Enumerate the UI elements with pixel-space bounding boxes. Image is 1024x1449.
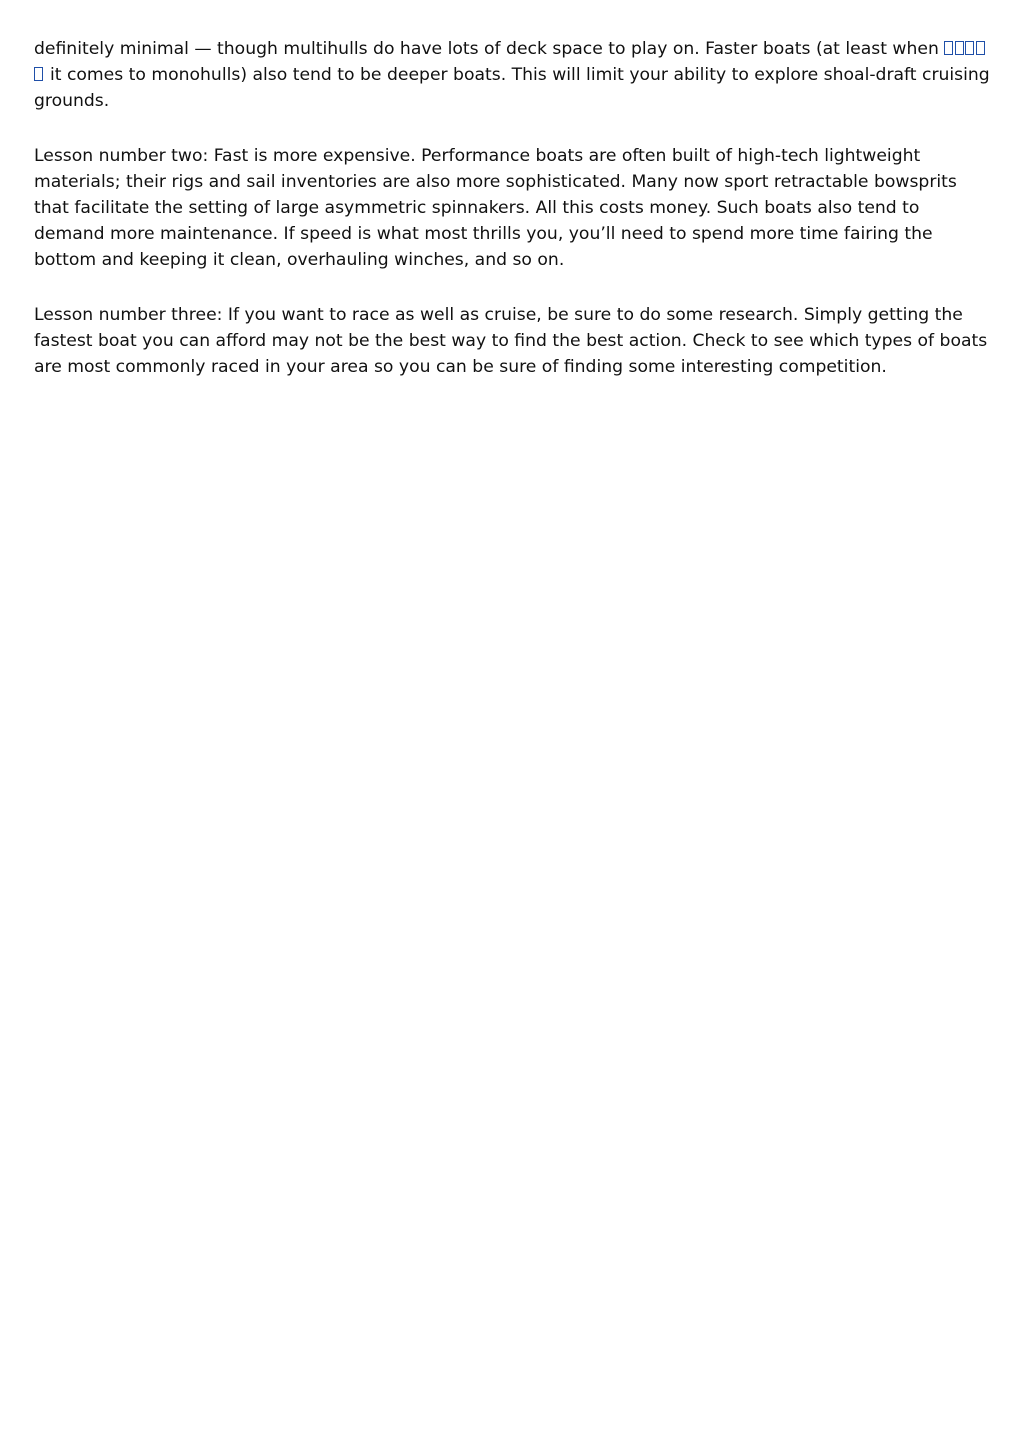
paragraph-lesson-two: Lesson number two: Fast is more expensive. Performance boats are often built of high-tech lightweight materials; their rigs and sail inventories are also more sophisticated. Many now sport retractable bowsprits that facilitate the setting of large asymmetric spinnakers. All this costs money. Such boats also tend to demand more maintenance. If speed is what most thrills you, you’ll need to spend more time fairing the bottom and keeping it clean, overhauling winches, and so on. <box>34 146 957 270</box>
paragraph-text-before-link: definitely minimal — though multihulls do have lots of deck space to play on. Faster boats (at least when <box>34 39 945 59</box>
missing-glyph-icon <box>965 41 974 55</box>
paragraph-lesson-three: Lesson number three: If you want to race as well as cruise, be sure to do some research. Simply getting the fastest boat you can afford may not be the best way to find the best action. Check to see which types of boats are most commonly raced in your area so you can be sure of finding some interesting competition. <box>34 305 988 377</box>
missing-glyph-icon <box>34 67 43 81</box>
missing-glyph-icon <box>976 41 985 55</box>
missing-glyph-icon <box>955 41 964 55</box>
document-page <box>34 36 994 409</box>
paragraph-text-after-link: it comes to monohulls) also tend to be deeper boats. This will limit your ability to explore shoal-draft cruising grounds. <box>34 65 990 111</box>
paragraph-multihull-deck-space <box>34 36 994 114</box>
link-text <box>944 36 945 37</box>
missing-glyph-icon <box>944 41 953 55</box>
